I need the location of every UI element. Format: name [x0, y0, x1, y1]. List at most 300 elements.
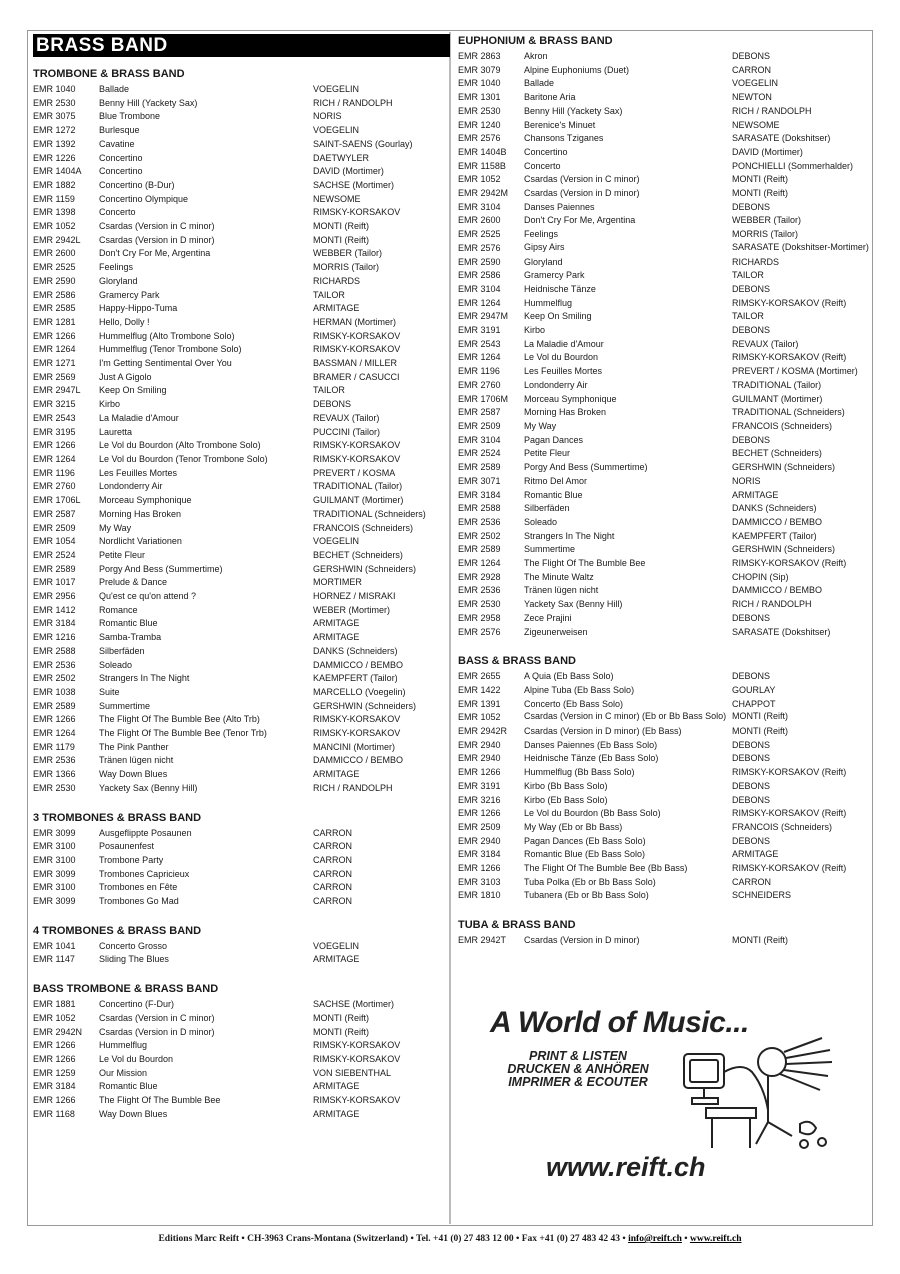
composer: ARMITAGE — [313, 954, 360, 965]
piece-title: Concertino (F-Dur) — [99, 999, 175, 1010]
catalog-row — [33, 384, 445, 398]
catalog-number: EMR 2576 — [458, 242, 501, 253]
catalog-row — [458, 338, 870, 352]
catalog-number: EMR 2576 — [458, 626, 501, 637]
piece-title: Yackety Sax (Benny Hill) — [99, 782, 198, 793]
composer: DEBONS — [732, 283, 771, 294]
catalog-number: EMR 1266 — [33, 440, 76, 451]
catalog-row — [33, 480, 445, 494]
piece-title: Hello, Dolly ! — [99, 316, 150, 327]
catalog-row — [33, 940, 445, 954]
piece-title: The Flight Of The Bumble Bee (Bb Bass) — [524, 863, 688, 874]
catalog-number: EMR 3099 — [33, 896, 76, 907]
composer: ARMITAGE — [313, 1108, 360, 1119]
catalog-row — [33, 467, 445, 481]
composer: NEWSOME — [313, 193, 361, 204]
catalog-row — [33, 343, 445, 357]
catalog-number: EMR 2760 — [458, 379, 501, 390]
catalog-row — [458, 670, 870, 684]
catalog-number: EMR 2589 — [33, 563, 76, 574]
catalog-number: EMR 3099 — [33, 868, 76, 879]
piece-title: Morning Has Broken — [524, 407, 607, 418]
composer: BECHET (Schneiders) — [732, 448, 822, 459]
composer: SCHNEIDERS — [732, 890, 792, 901]
composer: MONTI (Reift) — [313, 234, 369, 245]
piece-title: Tränen lügen nicht — [524, 585, 599, 596]
catalog-row — [458, 420, 870, 434]
composer: RIMSKY-KORSAKOV (Reift) — [732, 808, 847, 819]
piece-title: Danses Paiennes (Eb Bass Solo) — [524, 739, 658, 750]
piece-title: Danses Paiennes — [524, 201, 595, 212]
composer: VOEGELIN — [313, 125, 360, 136]
composer: DEBONS — [732, 201, 771, 212]
catalog-number: EMR 1266 — [458, 808, 501, 819]
catalog-number: EMR 2536 — [33, 659, 76, 670]
catalog-number: EMR 1266 — [458, 863, 501, 874]
composer: MONTI (Reift) — [732, 174, 788, 185]
piece-title: Romantic Blue — [99, 618, 158, 629]
catalog-row — [33, 1039, 445, 1053]
catalog-number: EMR 1052 — [33, 221, 76, 232]
catalog-number: EMR 3071 — [458, 475, 501, 486]
piece-title: Concerto Grosso — [99, 940, 168, 951]
piece-title: Silberfäden — [99, 645, 145, 656]
piece-title: The Flight Of The Bumble Bee (Alto Trb) — [99, 714, 260, 725]
composer: PREVERT / KOSMA (Mortimer) — [732, 366, 858, 377]
catalog-row — [33, 1012, 445, 1026]
catalog-row — [33, 868, 445, 882]
catalog-row — [33, 165, 445, 179]
catalog-row — [33, 110, 445, 124]
catalog-row — [458, 187, 870, 201]
catalog-number: EMR 3195 — [33, 426, 76, 437]
composer: ARMITAGE — [313, 1081, 360, 1092]
piece-title: Ballade — [524, 78, 555, 89]
piece-title: Berenice's Minuet — [524, 119, 596, 130]
section-title: TUBA & BRASS BAND — [458, 919, 576, 932]
column-divider — [449, 32, 451, 1224]
composer: DANKS (Schneiders) — [732, 503, 817, 514]
composer: SACHSE (Mortimer) — [313, 999, 395, 1010]
catalog-row — [33, 371, 445, 385]
composer: ARMITAGE — [732, 849, 779, 860]
catalog-number: EMR 2586 — [33, 289, 76, 300]
catalog-section — [33, 67, 445, 796]
piece-title: Tränen lügen nicht — [99, 755, 174, 766]
piece-title: Kirbo (Eb Bass Solo) — [524, 794, 608, 805]
composer: ARMITAGE — [313, 618, 360, 629]
piece-title: Morning Has Broken — [99, 508, 182, 519]
catalog-row — [458, 752, 870, 766]
catalog-row — [33, 895, 445, 909]
catalog-row — [33, 247, 445, 261]
catalog-row — [33, 576, 445, 590]
composer: CARRON — [313, 868, 353, 879]
composer: RICH / RANDOLPH — [732, 599, 812, 610]
piece-title: Zigeunerweisen — [524, 626, 588, 637]
composer: ARMITAGE — [313, 769, 360, 780]
catalog-row — [458, 132, 870, 146]
catalog-row — [458, 105, 870, 119]
catalog-row — [33, 854, 445, 868]
composer: CHAPPOT — [732, 698, 776, 709]
catalog-number: EMR 1264 — [458, 558, 501, 569]
catalog-number: EMR 2589 — [33, 700, 76, 711]
composer: VOEGELIN — [313, 536, 360, 547]
catalog-number: EMR 3216 — [458, 794, 501, 805]
piece-title: Keep On Smiling — [524, 311, 592, 322]
composer: VOEGELIN — [313, 940, 360, 951]
composer: MONTI (Reift) — [732, 188, 788, 199]
catalog-number: EMR 2655 — [458, 671, 501, 682]
ad-line-3: IMPRIMER & ECOUTER — [508, 1075, 648, 1089]
composer: RIMSKY-KORSAKOV (Reift) — [732, 297, 847, 308]
piece-title: Don't Cry For Me, Argentina — [99, 248, 211, 259]
catalog-row — [458, 612, 870, 626]
catalog-number: EMR 3104 — [458, 283, 501, 294]
composer: MONTI (Reift) — [313, 1012, 369, 1023]
piece-title: Just A Gigolo — [99, 371, 152, 382]
catalog-number: EMR 1266 — [33, 1054, 76, 1064]
catalog-number: EMR 2587 — [33, 508, 76, 519]
composer: WEBER (Mortimer) — [313, 604, 390, 615]
catalog-number: EMR 2600 — [33, 248, 76, 259]
catalog-row — [458, 489, 870, 503]
piece-title: Soleado — [99, 659, 133, 670]
catalog-row — [33, 1080, 445, 1094]
composer: DEBONS — [732, 434, 771, 445]
catalog-row — [33, 672, 445, 686]
piece-title: Blue Trombone — [99, 111, 161, 122]
catalog-row — [458, 283, 870, 297]
composer: RIMSKY-KORSAKOV — [313, 453, 401, 464]
composer: RIMSKY-KORSAKOV — [313, 714, 401, 725]
catalog-number: EMR 1264 — [33, 453, 76, 464]
catalog-row — [458, 530, 870, 544]
catalog-number: EMR 3103 — [458, 876, 501, 887]
piece-title: Hummelflug (Alto Trombone Solo) — [99, 330, 235, 341]
musician-computer-illustration — [672, 1032, 842, 1152]
catalog-number: EMR 3079 — [458, 64, 501, 75]
catalog-number: EMR 3099 — [33, 827, 76, 838]
composer: BRAMER / CASUCCI — [313, 371, 400, 382]
catalog-row — [458, 119, 870, 133]
piece-title: Porgy And Bess (Summertime) — [99, 563, 223, 574]
advertisement — [484, 1002, 844, 1202]
composer: TRADITIONAL (Tailor) — [732, 379, 822, 390]
piece-title: Benny Hill (Yackety Sax) — [524, 105, 623, 116]
section-title: EUPHONIUM & BRASS BAND — [458, 35, 613, 47]
piece-title: Trombones en Fête — [99, 882, 178, 893]
catalog-number: EMR 3100 — [33, 882, 76, 893]
composer: DEBONS — [732, 51, 771, 61]
catalog-row — [33, 398, 445, 412]
catalog-row — [458, 862, 870, 876]
catalog-number: EMR 1196 — [458, 366, 500, 377]
piece-title: Qu'est ce qu'on attend ? — [99, 591, 197, 602]
catalog-row — [458, 434, 870, 448]
composer: CARRON — [313, 841, 353, 852]
catalog-row — [458, 711, 870, 725]
composer: RICHARDS — [732, 256, 780, 267]
catalog-number: EMR 2502 — [33, 673, 76, 684]
composer: RIMSKY-KORSAKOV — [313, 344, 401, 355]
piece-title: Csardas (Version in C minor) — [99, 1012, 215, 1023]
composer: DEBONS — [732, 835, 771, 846]
catalog-number: EMR 3100 — [33, 841, 76, 852]
catalog-number: EMR 2863 — [458, 51, 501, 61]
catalog-row — [33, 563, 445, 577]
catalog-row — [458, 821, 870, 835]
composer: GOURLAY — [732, 684, 776, 695]
piece-title: Petite Fleur — [524, 448, 571, 459]
piece-title: Chansons Tziganes — [524, 133, 604, 144]
piece-title: Zece Prajini — [524, 612, 572, 623]
catalog-number: EMR 2942L — [33, 234, 81, 245]
composer: MONTI (Reift) — [313, 221, 369, 232]
piece-title: Kirbo — [524, 325, 546, 336]
piece-title: Prelude & Dance — [99, 577, 168, 588]
catalog-row — [458, 214, 870, 228]
footer-web-link[interactable]: www.reift.ch — [689, 1234, 742, 1244]
catalog-row — [458, 780, 870, 794]
catalog-row — [33, 631, 445, 645]
piece-title: Gramercy Park — [524, 270, 585, 281]
piece-title: Csardas (Version in C minor) (Eb or Bb Bass Solo) — [524, 711, 727, 722]
composer: DEBONS — [732, 753, 771, 764]
composer: RIMSKY-KORSAKOV — [313, 440, 401, 451]
catalog-number: EMR 1052 — [33, 1012, 76, 1023]
composer: CARRON — [313, 882, 353, 893]
catalog-number: EMR 1264 — [458, 352, 501, 363]
composer: HORNEZ / MISRAKI — [313, 591, 396, 602]
catalog-number: EMR 1266 — [33, 330, 76, 341]
catalog-number: EMR 2509 — [33, 522, 76, 533]
piece-title: Hummelflug — [524, 297, 573, 308]
catalog-row — [33, 535, 445, 549]
catalog-row — [33, 1026, 445, 1040]
piece-title: Summertime — [99, 700, 151, 711]
section-title: 4 TROMBONES & BRASS BAND — [33, 924, 202, 937]
piece-title: Soleado — [524, 516, 558, 527]
catalog-number: EMR 1052 — [458, 174, 501, 185]
catalog-row — [33, 604, 445, 618]
catalog-number: EMR 1398 — [33, 207, 76, 218]
composer: DAVID (Mortimer) — [732, 146, 803, 157]
piece-title: I'm Getting Sentimental Over You — [99, 358, 232, 369]
composer: CARRON — [732, 876, 772, 887]
catalog-number: EMR 1706M — [458, 393, 509, 404]
catalog-row — [458, 848, 870, 862]
composer: DEBONS — [732, 325, 771, 336]
catalog-row — [458, 406, 870, 420]
piece-title: Strangers In The Night — [99, 673, 190, 684]
footer — [0, 1234, 900, 1244]
piece-title: Ritmo Del Amor — [524, 475, 588, 486]
composer: MONTI (Reift) — [313, 1026, 369, 1037]
catalog-number: EMR 2589 — [458, 462, 501, 473]
catalog-section — [458, 918, 870, 948]
piece-title: Sliding The Blues — [99, 954, 169, 965]
composer: FRANCOIS (Schneiders) — [313, 522, 414, 533]
composer: GERSHWIN (Schneiders) — [732, 462, 836, 473]
composer: DAMMICCO / BEMBO — [732, 585, 823, 596]
piece-title: Ausgeflippte Posaunen — [99, 827, 192, 838]
piece-title: Alpine Euphoniums (Duet) — [524, 64, 630, 75]
catalog-row — [458, 324, 870, 338]
catalog-row — [458, 584, 870, 598]
catalog-number: EMR 1259 — [33, 1067, 76, 1078]
section-title: 3 TROMBONES & BRASS BAND — [33, 811, 202, 824]
catalog-number: EMR 1168 — [33, 1108, 75, 1119]
catalog-row — [33, 316, 445, 330]
catalog-row — [33, 645, 445, 659]
piece-title: Gloryland — [99, 275, 138, 286]
catalog-row — [458, 766, 870, 780]
composer: BASSMAN / MILLER — [313, 358, 398, 369]
piece-title: My Way (Eb or Bb Bass) — [524, 821, 623, 832]
catalog-number: EMR 2530 — [458, 105, 501, 116]
catalog-row — [33, 124, 445, 138]
ad-url[interactable]: www.reift.ch — [546, 1152, 706, 1182]
composer: CHOPIN (Sip) — [732, 571, 789, 582]
catalog-number: EMR 2942N — [33, 1026, 83, 1037]
piece-title: Concertino Olympique — [99, 193, 189, 204]
catalog-row — [458, 160, 870, 174]
catalog-number: EMR 2940 — [458, 835, 501, 846]
catalog-row — [33, 426, 445, 440]
composer: SAINT-SAENS (Gourlay) — [313, 138, 413, 149]
piece-title: Le Vol du Bourdon (Bb Bass Solo) — [524, 808, 661, 819]
catalog-number: EMR 1266 — [33, 714, 76, 725]
catalog-number: EMR 1158B — [458, 160, 506, 171]
footer-text: Editions Marc Reift • CH-3963 Crans-Montana (Switzerland) • Tel. +41 (0) 27 483 12 00 • Fax +41 (0) 27 483 42 43 • — [158, 1234, 629, 1244]
composer: GUILMANT (Mortimer) — [313, 495, 404, 506]
composer: DEBONS — [732, 780, 771, 791]
catalog-row — [458, 447, 870, 461]
catalog-row — [458, 739, 870, 753]
catalog-number: EMR 1264 — [33, 728, 76, 739]
piece-title: Csardas (Version in C minor) — [99, 221, 215, 232]
composer: DAMMICCO / BEMBO — [313, 755, 404, 766]
catalog-number: EMR 1240 — [458, 119, 501, 130]
piece-title: Le Vol du Bourdon (Alto Trombone Solo) — [99, 440, 261, 451]
catalog-row — [458, 725, 870, 739]
composer: GERSHWIN (Schneiders) — [732, 544, 836, 555]
composer: MARCELLO (Voegelin) — [313, 686, 406, 697]
catalog-row — [458, 598, 870, 612]
footer-email-link[interactable]: info@reift.ch — [628, 1234, 682, 1244]
catalog-row — [33, 220, 445, 234]
catalog-number: EMR 2589 — [458, 544, 501, 555]
catalog-row — [33, 330, 445, 344]
composer: NEWTON — [732, 92, 772, 103]
catalog-number: EMR 2760 — [33, 481, 76, 492]
catalog-row — [33, 261, 445, 275]
composer: TRADITIONAL (Tailor) — [313, 481, 403, 492]
catalog-row — [458, 365, 870, 379]
catalog-number: EMR 1040 — [33, 84, 76, 94]
piece-title: Don't Cry For Me, Argentina — [524, 215, 636, 226]
piece-title: Way Down Blues — [99, 1108, 168, 1119]
piece-title: Baritone Aria — [524, 92, 576, 103]
catalog-row — [33, 782, 445, 796]
catalog-row — [458, 543, 870, 557]
catalog-number: EMR 1040 — [458, 78, 501, 89]
catalog-number: EMR 1266 — [33, 1095, 76, 1106]
catalog-number: EMR 2586 — [458, 270, 501, 281]
composer: ARMITAGE — [732, 489, 779, 500]
ad-line-2: DRUCKEN & ANHÖREN — [507, 1062, 649, 1076]
catalog-row — [33, 549, 445, 563]
catalog-row — [33, 206, 445, 220]
composer: VON SIEBENTHAL — [313, 1067, 392, 1078]
desk-shape — [706, 1108, 756, 1118]
catalog-row — [33, 840, 445, 854]
catalog-row — [33, 508, 445, 522]
catalog-number: EMR 2524 — [33, 549, 76, 560]
catalog-number: EMR 1266 — [33, 1040, 76, 1051]
piece-title: Happy-Hippo-Tuma — [99, 303, 178, 314]
catalog-row — [458, 50, 870, 64]
piece-title: Feelings — [524, 229, 559, 240]
catalog-number: EMR 3184 — [33, 618, 76, 629]
catalog-number: EMR 2530 — [33, 782, 76, 793]
catalog-row — [458, 393, 870, 407]
composer: DEBONS — [732, 612, 771, 623]
composer: BECHET (Schneiders) — [313, 549, 403, 560]
catalog-number: EMR 1881 — [33, 999, 76, 1010]
piece-title: Pagan Dances (Eb Bass Solo) — [524, 835, 646, 846]
catalog-number: EMR 2536 — [458, 516, 501, 527]
composer: SACHSE (Mortimer) — [313, 179, 395, 190]
composer: CARRON — [313, 854, 353, 865]
piece-title: The Flight Of The Bumble Bee (Tenor Trb) — [99, 728, 267, 739]
catalog-section — [33, 811, 445, 909]
piece-title: Yackety Sax (Benny Hill) — [524, 599, 623, 610]
catalog-row — [458, 310, 870, 324]
catalog-number: EMR 1147 — [33, 954, 75, 965]
catalog-row — [33, 953, 445, 967]
piece-title: Romantic Blue (Eb Bass Solo) — [524, 849, 646, 860]
composer: RIMSKY-KORSAKOV — [313, 1054, 401, 1064]
piece-title: Csardas (Version in D minor) (Eb Bass) — [524, 726, 682, 737]
piece-title: Hummelflug (Tenor Trombone Solo) — [99, 344, 242, 355]
catalog-number: EMR 2530 — [33, 97, 76, 108]
piece-title: Le Vol du Bourdon — [99, 1054, 174, 1064]
composer: RICH / RANDOLPH — [313, 97, 393, 108]
composer: TAILOR — [732, 270, 764, 281]
catalog-number: EMR 2525 — [33, 262, 76, 273]
composer: MONTI (Reift) — [732, 935, 788, 946]
catalog-number: EMR 2956 — [33, 591, 76, 602]
piece-title: La Maladie d'Amour — [99, 412, 179, 423]
catalog-row — [33, 439, 445, 453]
catalog-row — [33, 522, 445, 536]
composer: SARASATE (Dokshitser) — [732, 626, 831, 637]
catalog-row — [458, 807, 870, 821]
catalog-row — [458, 461, 870, 475]
figure-arm-shape — [724, 1067, 768, 1110]
catalog-row — [33, 453, 445, 467]
catalog-row — [458, 91, 870, 105]
catalog-number: EMR 2947L — [33, 385, 81, 396]
catalog-row — [458, 201, 870, 215]
catalog-number: EMR 3191 — [458, 780, 501, 791]
piece-title: Trombones Go Mad — [99, 896, 179, 907]
piece-title: La Maladie d'Amour — [524, 338, 604, 349]
composer: RIMSKY-KORSAKOV — [313, 1095, 401, 1106]
